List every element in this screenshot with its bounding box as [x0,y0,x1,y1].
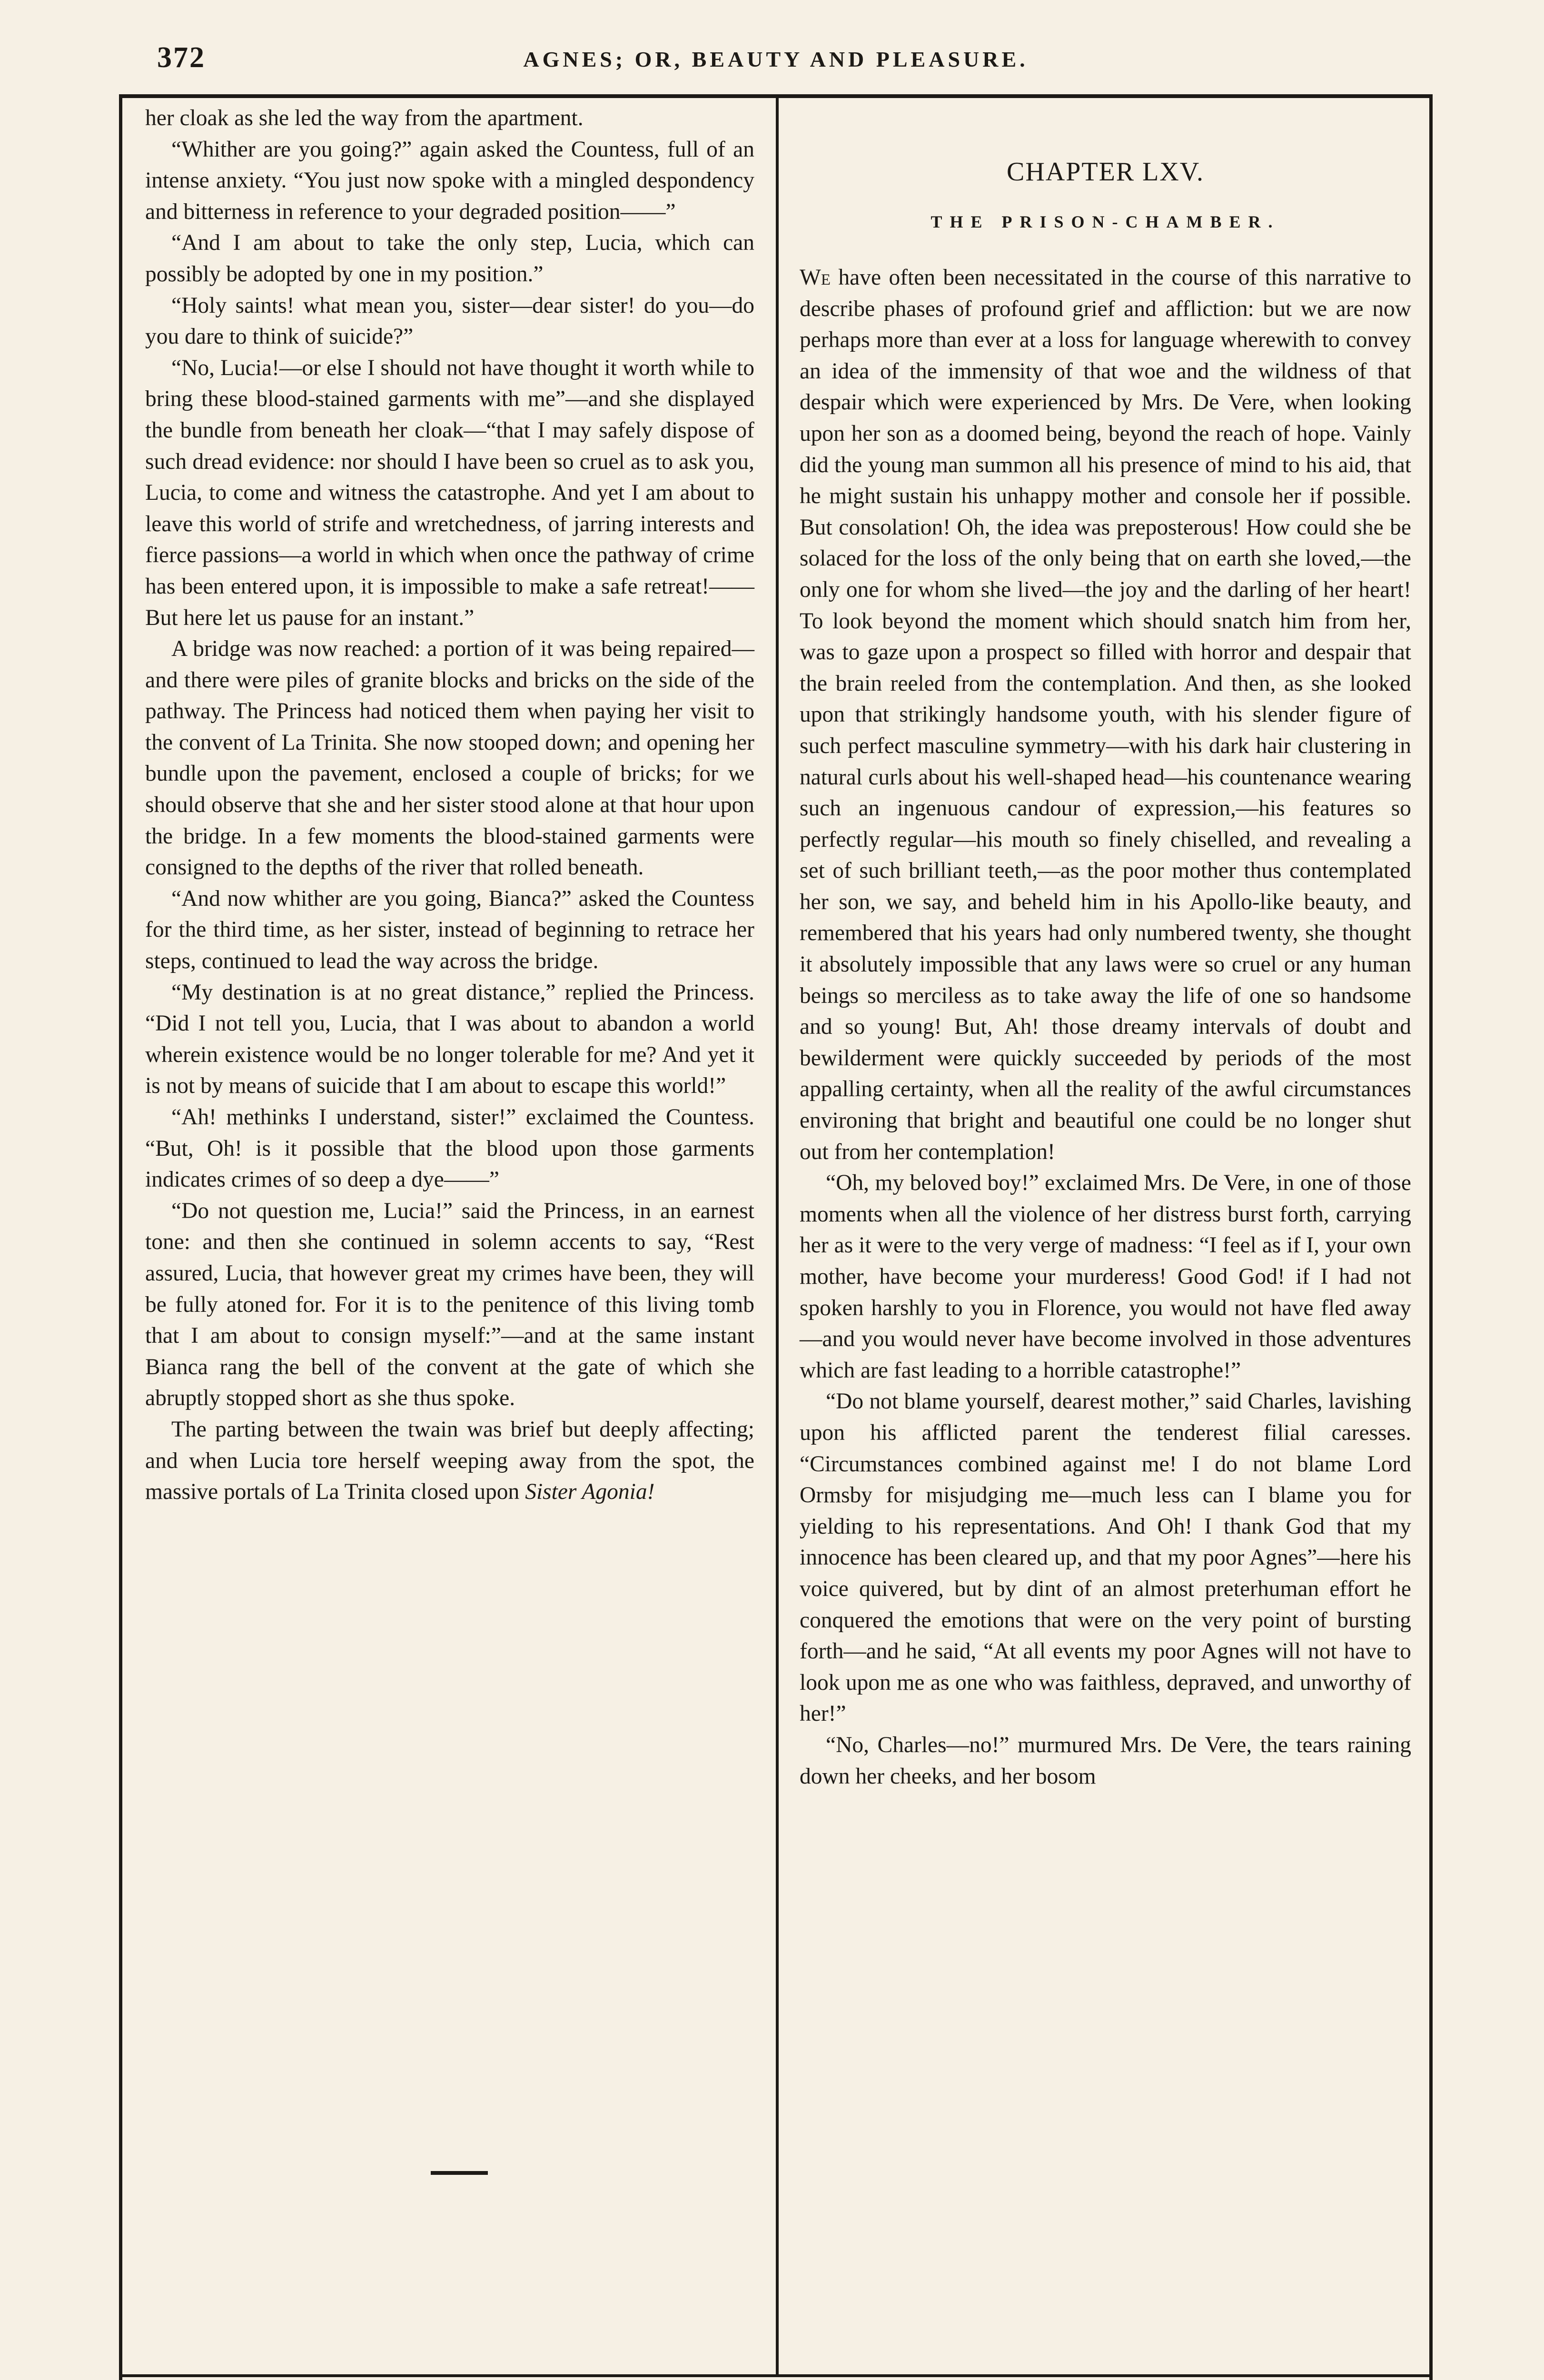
left-border-rule [119,94,122,2380]
paragraph: “My destination is at no great distance,” replied the Princess. “Did I not tell you, Lucia, that I was about to abandon a world wherein existence would be no longer tolerable for me? And yet it is not by means of suicide that I am about to escape this world!” [145,980,754,1099]
paragraph-text: have often been necessitated in the course of this narrative to describe phases of profound grief and affliction: but we are now perhaps more than ever at a loss for language wherewith to convey an idea of the immensity of that woe and the wildness of that despair which were experienced by Mrs. De Vere, when looking upon her son as a doomed being, beyond the reach of hope. Vainly did the young man summon all his presence of mind to his aid, that he might sustain his unhappy mother and console her if possible. But consolation! Oh, the idea was preposterous! How could she be solaced for the loss of the only being that on earth she loved,—the only one for whom she lived—the joy and the darling of her heart! To look beyond the moment which should snatch him from her, was to gaze upon a prospect so filled with horror and despair that the brain reeled from the contemplation. And then, as she looked upon that strikingly handsome youth, with his slender figure of such perfect masculine symmetry—with his dark hair clustering in natural curls about his well-shaped head—his countenance wearing such an ingenuous candour of expression,—his features so perfectly regular—his mouth so finely chiselled, and revealing a set of such brilliant teeth,—as the poor mother thus contemplated her son, we say, and beheld him in his Apollo-like beauty, and remembered that his years had only numbered twenty, she thought it absolutely impossible that any laws were so cruel or any human beings so merciless as to take away the life of one so handsome and so young! But, Ah! those dreamy intervals of doubt and bewilderment were quickly succeeded by periods of the most appalling certainty, when all the reality of the awful circumstances environing that bright and beautiful one could be no longer shut out from her contemplation! [800,265,1411,1164]
paragraph-text: The parting between the twain was brief but deeply affecting; and when Lucia tore herself weeping away from the spot, the massive portals of La Trinita closed upon [145,1417,754,1505]
paragraph: “No, Lucia!—or else I should not have thought it worth while to bring these blood-stained garments with me”—and she displayed the bundle from beneath her cloak—“that I may safely dispose of such dread evidence: nor should I have been so cruel as to ask you, Lucia, to come and witness the catastrophe. And yet I am about to leave this world of strife and wretchedness, of jarring interests and fierce passions—a world in which when once the pathway of crime has been entered upon, it is impossible to make a safe retreat!—— But here let us pause for an instant.” [145,355,754,630]
paragraph [145,1414,754,1508]
left-column [145,103,754,1508]
chapter-subtitle: THE PRISON-CHAMBER. [930,212,1280,231]
opening-word: We [800,265,831,290]
paragraph: her cloak as she led the way from the apartment. [145,106,584,130]
chapter-title: CHAPTER LXV. [1006,157,1204,187]
paragraph: “And I am about to take the only step, Lucia, which can possibly be adopted by one in my position.” [145,230,754,287]
italic-name: Sister Agonia! [525,1479,655,1505]
section-separator [431,2171,488,2175]
paragraph: “Do not blame yourself, dearest mother,” said Charles, lavishing upon his afflicted parent the tenderest filial caresses. “Circumstances combined against me! I do not blame Lord Ormsby for misjudging me—much less can I blame you for yielding to his representations. And Oh! I thank God that my innocence has been cleared up, and that my poor Agnes”—here his voice quivered, but by dint of an almost preterhuman effort he conquered the emotions that were on the very point of bursting forth—and he said, “At all events my poor Agnes will not have to look upon me as one who was faithless, depraved, and unworthy of her!” [800,1389,1411,1726]
paragraph: “Do not question me, Lucia!” said the Princess, in an earnest tone: and then she continued in solemn accents to say, “Rest assured, Lucia, that however great my crimes have been, they will be fully atoned for. For it is to the penitence of this living tomb that I am about to consign myself:”—and at the same instant Bianca rang the bell of the convent at the gate of which she abruptly stopped short as she thus spoke. [145,1198,754,1411]
paragraph: “Oh, my beloved boy!” exclaimed Mrs. De Vere, in one of those moments when all the violence of her distress burst forth, carrying her as it were to the very verge of madness: “I feel as if I, your own mother, have become your murderess! Good God! if I had not spoken harshly to you in Florence, you would not have fled away—and you would never have become involved in those adventures which are fast leading to a horrible catastrophe!” [800,1170,1411,1383]
column-divider [776,94,779,2374]
page-number: 372 [157,41,206,74]
running-head: AGNES; OR, BEAUTY AND PLEASURE. [523,47,1029,71]
bottom-rule [119,2374,1433,2377]
paragraph: “Whither are you going?” again asked the Countess, full of an intense anxiety. “You just now spoke with a mingled despondency and bitterness in reference to your degraded position——” [145,137,754,224]
paragraph: “And now whither are you going, Bianca?” asked the Countess for the third time, as her sister, instead of beginning to retrace her steps, continued to lead the way across the bridge. [145,886,754,974]
right-column [800,103,1411,1792]
page-frame [119,28,1433,2380]
paragraph: A bridge was now reached: a portion of it was being repaired—and there were piles of granite blocks and bricks on the side of the pathway. The Princess had noticed them when paying her visit to the convent of La Trinita. She now stooped down; and opening her bundle upon the pavement, enclosed a couple of bricks; for we should observe that she and her sister stood alone at that hour upon the bridge. In a few moments the blood-stained garments were consigned to the depths of the river that rolled beneath. [145,636,754,880]
right-border-rule [1429,94,1433,2380]
paragraph: “No, Charles—no!” murmured Mrs. De Vere, the tears raining down her cheeks, and her bosom [800,1732,1411,1789]
page-header [119,28,1433,99]
paragraph [800,262,1411,1168]
paragraph: “Holy saints! what mean you, sister—dear sister! do you—do you dare to think of suicide?” [145,293,754,349]
paragraph: “Ah! methinks I understand, sister!” exclaimed the Countess. “But, Oh! is it possible that the blood upon those garments indicates crimes of so deep a dye——” [145,1105,754,1192]
